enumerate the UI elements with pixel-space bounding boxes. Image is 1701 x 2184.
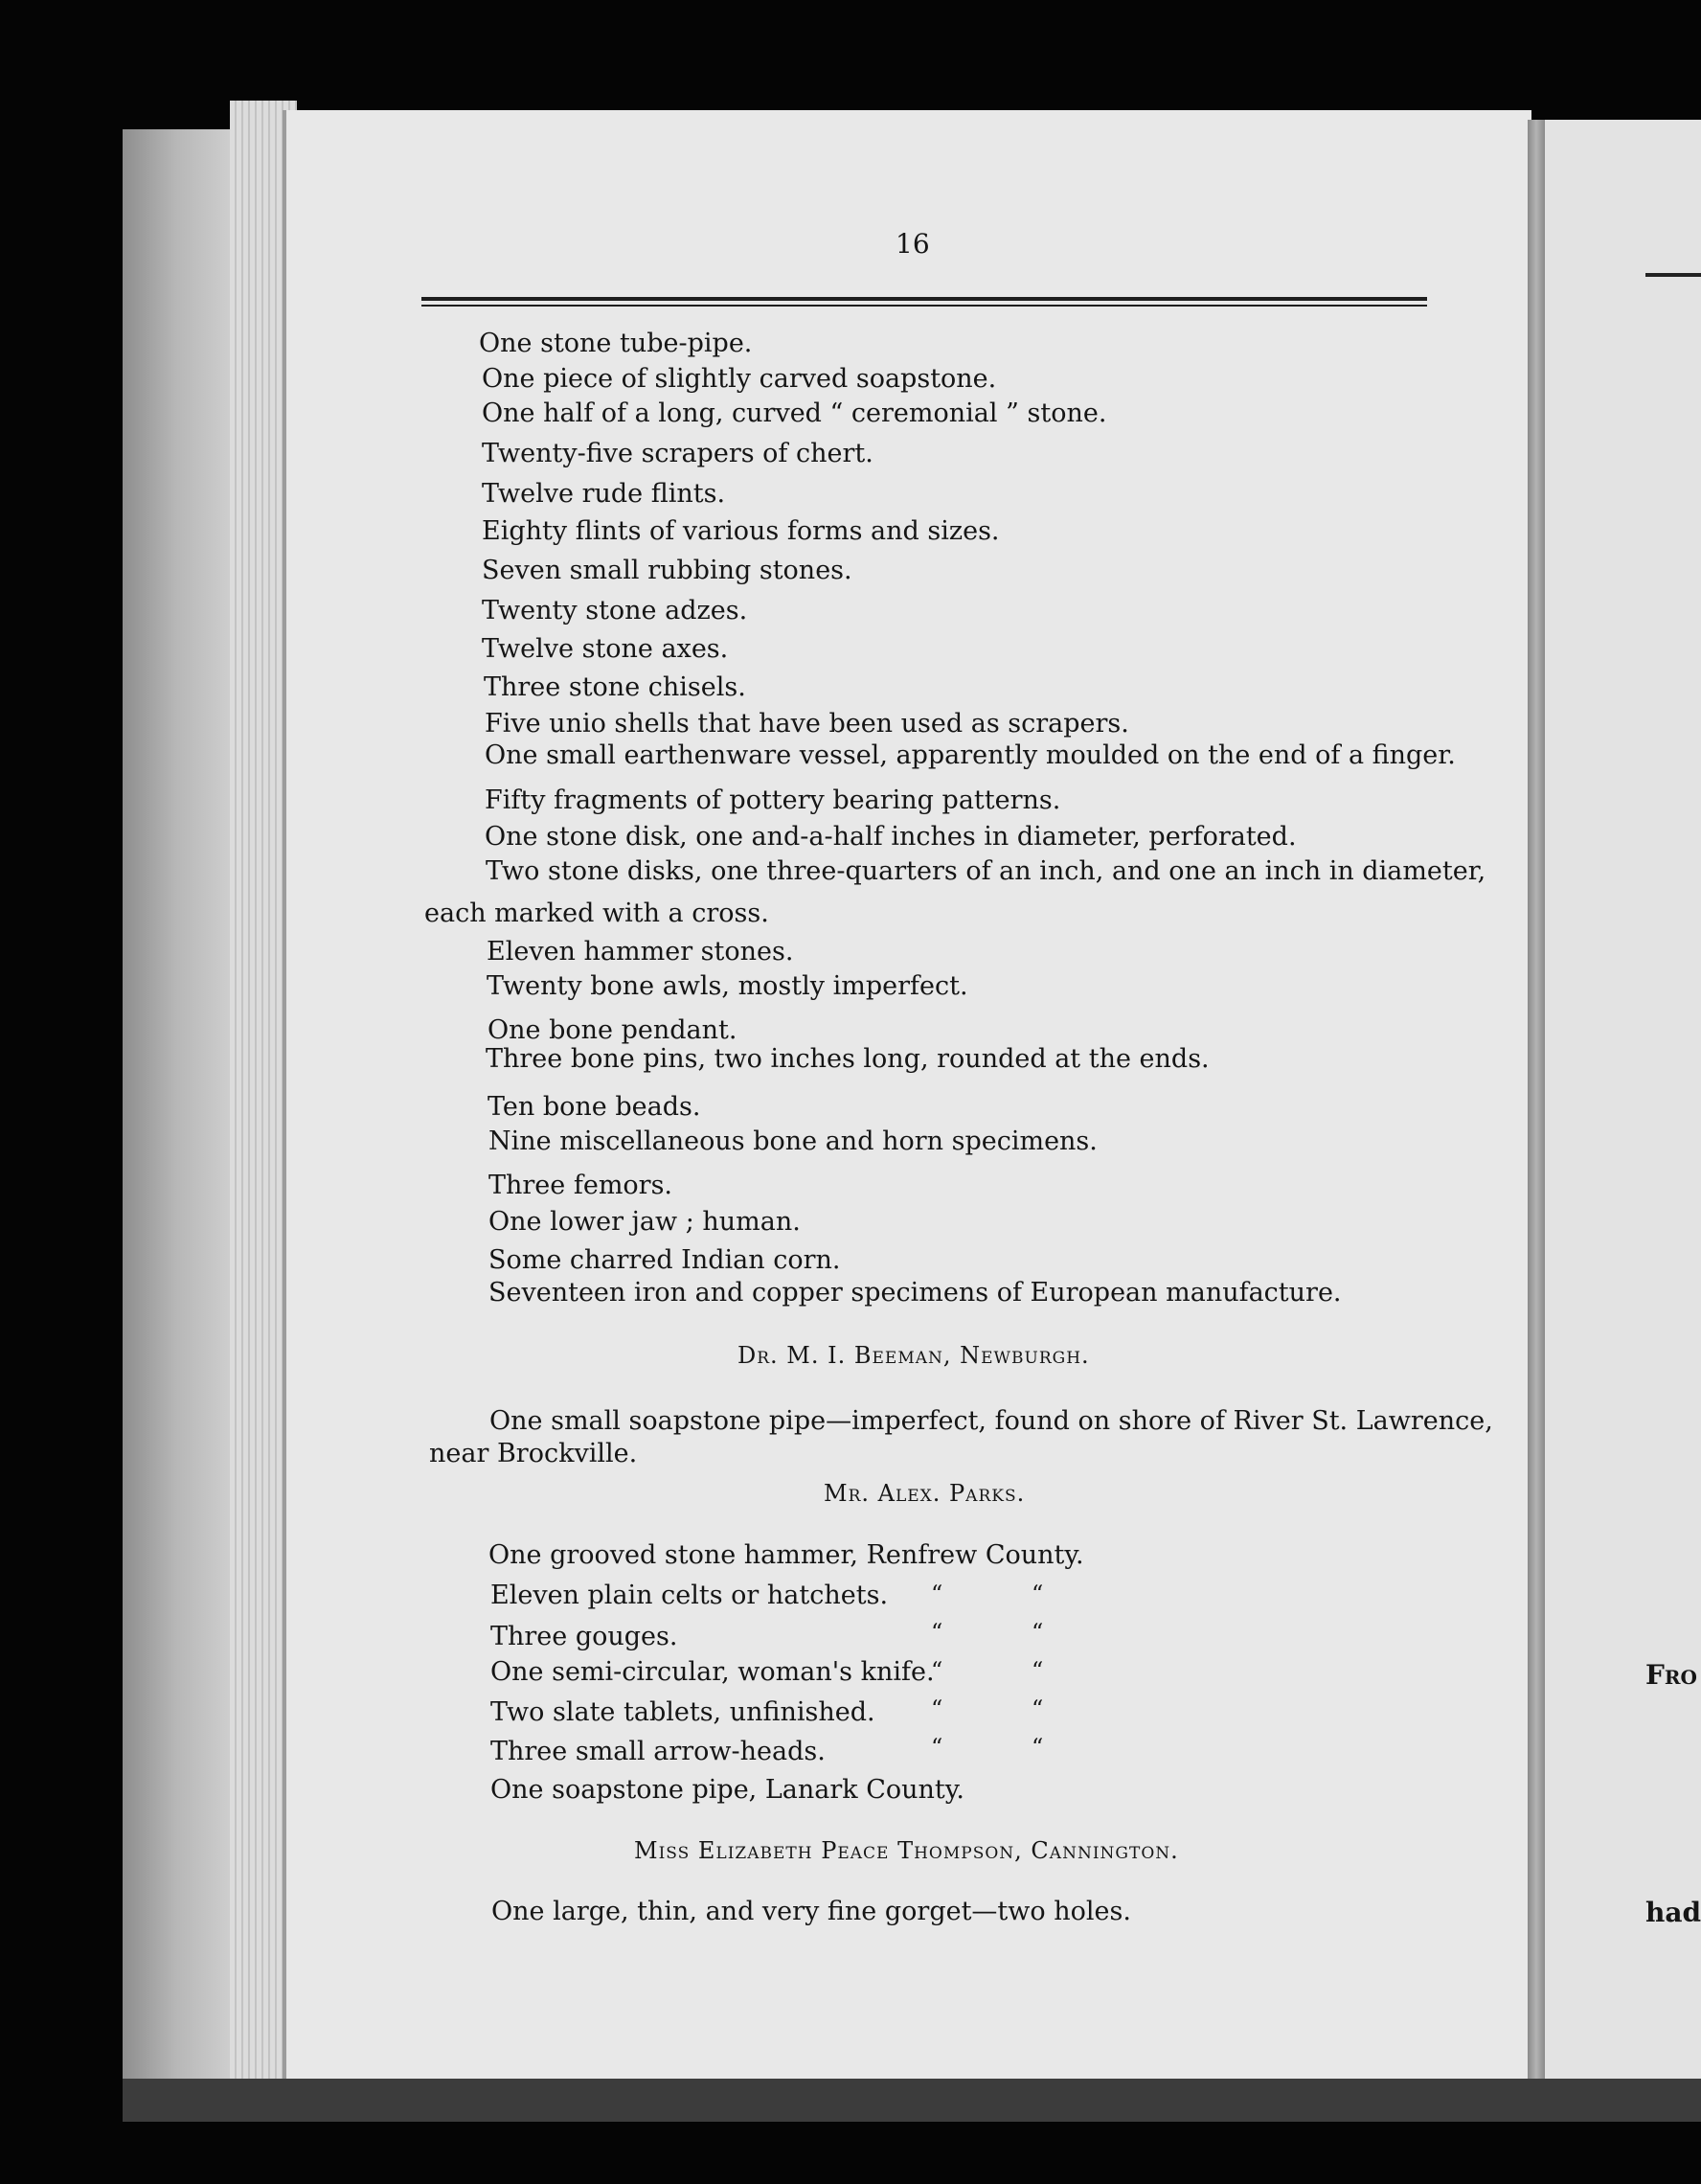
list-item-continuation: near Brockville. — [429, 1439, 638, 1468]
list-item: Nine miscellaneous bone and horn specimens. — [488, 1126, 1098, 1156]
list-item: Three gouges. — [490, 1622, 678, 1651]
list-item: Three stone chisels. — [484, 672, 746, 702]
ditto-mark: “ — [1032, 1581, 1044, 1607]
facing-page — [1545, 120, 1701, 2083]
bottom-shadow — [123, 2079, 1701, 2122]
facing-page-rule — [1645, 273, 1701, 277]
list-item: Eleven plain celts or hatchets. — [490, 1581, 889, 1610]
list-item: One grooved stone hammer, Renfrew County. — [488, 1540, 1084, 1570]
ditto-mark: “ — [931, 1734, 943, 1761]
list-item: Five unio shells that have been used as scrapers. — [485, 709, 1129, 739]
ditto-mark: “ — [1032, 1734, 1044, 1761]
list-item: One soapstone pipe, Lanark County. — [490, 1775, 964, 1805]
list-item: One half of a long, curved “ ceremonial ” stone. — [482, 398, 1107, 428]
list-item: Twenty bone awls, mostly imperfect. — [487, 971, 968, 1001]
list-item: One stone tube-pipe. — [479, 329, 753, 358]
list-item: Twenty-five scrapers of chert. — [482, 439, 873, 468]
list-item: Twelve rude flints. — [482, 479, 726, 509]
list-item: Two slate tablets, unfinished. — [490, 1697, 875, 1727]
list-item: One piece of slightly carved soapstone. — [482, 364, 997, 394]
section-heading-parks: Mr. Alex. Parks. — [824, 1480, 1026, 1507]
list-item: Twelve stone axes. — [482, 634, 729, 664]
list-item: Three small arrow-heads. — [490, 1737, 826, 1766]
ditto-mark: “ — [1032, 1619, 1044, 1646]
ditto-mark: “ — [931, 1619, 943, 1646]
list-item: Three femors. — [488, 1171, 673, 1200]
ditto-mark: “ — [1032, 1657, 1044, 1684]
section-heading-beeman: Dr. M. I. Beeman, Newburgh. — [737, 1342, 1090, 1369]
page-number: 16 — [896, 228, 930, 260]
list-item: One bone pendant. — [488, 1015, 737, 1045]
list-item: Two stone disks, one three-quarters of an inch, and one an inch in diameter, — [486, 856, 1486, 886]
ditto-mark: “ — [1032, 1695, 1044, 1722]
list-item: Eighty flints of various forms and sizes. — [482, 516, 1000, 546]
list-item: One stone disk, one and-a-half inches in diameter, perforated. — [485, 822, 1297, 852]
header-rule-thin — [421, 305, 1427, 307]
list-item: One small soapstone pipe—imperfect, found on shore of River St. Lawrence, — [489, 1406, 1493, 1436]
header-rule — [421, 297, 1427, 301]
list-item: Some charred Indian corn. — [488, 1245, 841, 1275]
list-item: Twenty stone adzes. — [482, 596, 748, 626]
book-gutter — [1528, 120, 1545, 2083]
list-item: One large, thin, and very fine gorget—two holes. — [491, 1897, 1131, 1926]
ditto-mark: “ — [931, 1581, 943, 1607]
facing-page-fragment: had — [1645, 1897, 1701, 1928]
list-item: Fifty fragments of pottery bearing patterns. — [485, 785, 1061, 815]
list-item: Three bone pins, two inches long, rounded at the ends. — [486, 1044, 1210, 1074]
list-item: One semi-circular, woman's knife. — [490, 1657, 935, 1687]
list-item: Ten bone beads. — [488, 1092, 701, 1122]
section-heading-thompson: Miss Elizabeth Peace Thompson, Cannington. — [634, 1837, 1179, 1864]
list-item: One lower jaw ; human. — [488, 1207, 801, 1237]
facing-page-fragment: Fro — [1645, 1659, 1697, 1691]
list-item: One small earthenware vessel, apparently moulded on the end of a finger. — [485, 740, 1456, 770]
ditto-mark: “ — [931, 1657, 943, 1684]
list-item: Eleven hammer stones. — [487, 937, 794, 967]
ditto-mark: “ — [931, 1695, 943, 1722]
list-item: Seventeen iron and copper specimens of European manufacture. — [488, 1278, 1342, 1308]
list-item: Seven small rubbing stones. — [482, 556, 852, 585]
list-item-continuation: each marked with a cross. — [424, 899, 769, 928]
